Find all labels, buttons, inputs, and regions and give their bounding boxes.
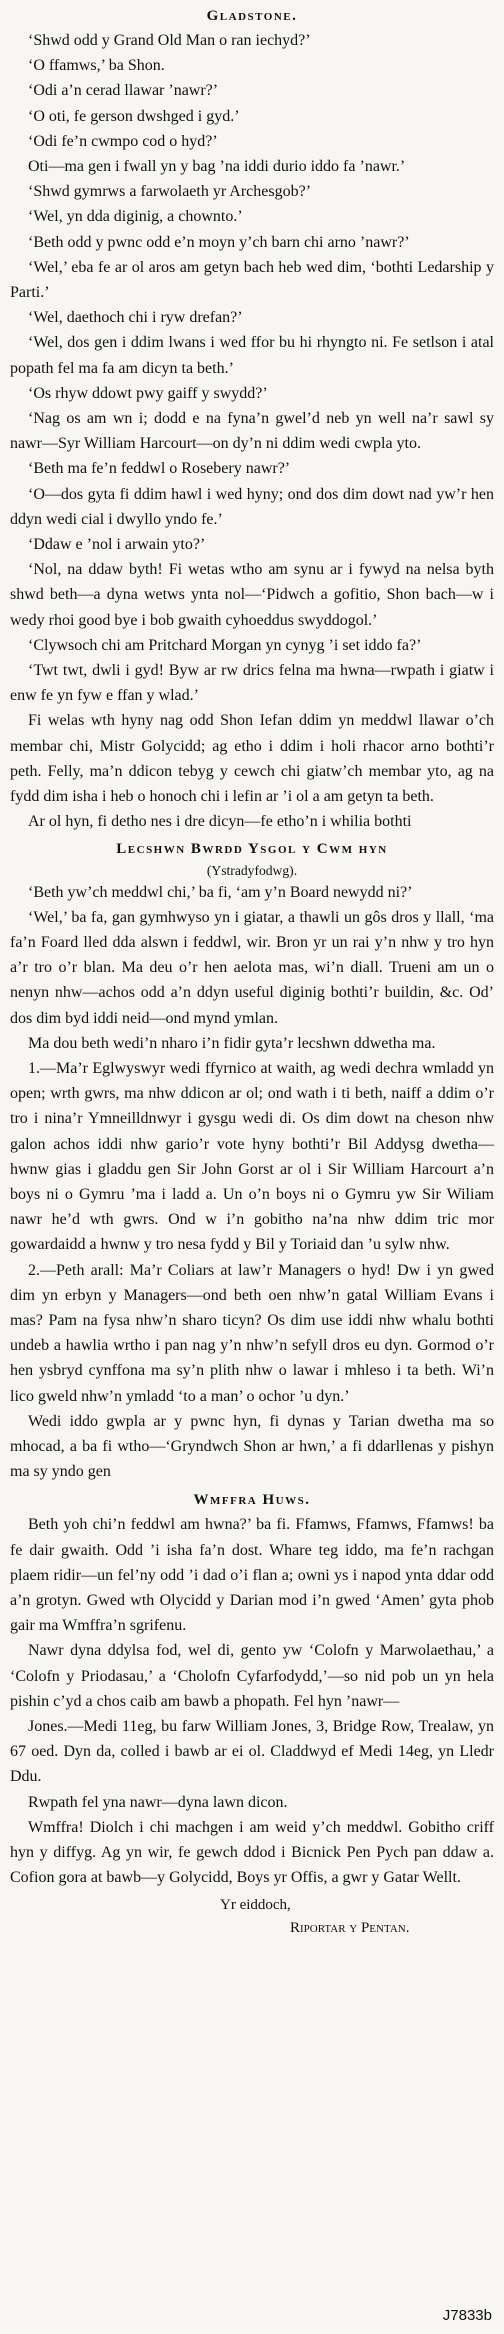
- signature-closing: Yr eiddoch,: [220, 1897, 291, 1914]
- paragraph: ‘Os rhyw ddowt pwy gaiff y swydd?’: [28, 384, 268, 402]
- article-lecshwn-title: Lecshwn Bwrdd Ysgol y Cwm hyn: [116, 840, 388, 857]
- paragraph: ‘Wel, dos gen i ddim lwans i wed ffor bu hi rhyngto ni. Fe setlson i atal popath fel ma fa am dicyn ta beth.’: [10, 334, 494, 377]
- paragraph: Rwpath fel yna nawr—dyna lawn dicon.: [28, 1793, 288, 1811]
- paragraph: Wedi iddo gwpla ar y pwnc hyn, fi dynas y Tarian dwetha ma so mhocad, a ba fi wtho—‘Gryndwch Shon ar hwn,’ a fi ddarllenas y pishyn ma sy yndo gen: [10, 1412, 494, 1481]
- paragraph: ‘O oti, fe gerson dwshged i gyd.’: [28, 107, 240, 125]
- paragraph: 1.—Ma’r Eglwyswyr wedi ffyrnico at waith, ag wedi dechra wmladd yn open; wrth gwrs, ma nhw ddicon ar ol; ond wath i ti beth, naiff a ddim o’r tro i nina’r Ymneilldnwyr i gysgu wedi di. Os dim dowt na cheson nhw galon achos iddi nhw gario’r vote hyny bothti’r Bil Addysg dwetha—hwnw gias i gladdu gen Sir John Gorst ar ol i Sir William Harcourt a’n boys ni o Gymru ’ma i ladd a. Un o’n boys ni o Gymru yw Sir Wiliam nawr he’d wth gwrs. Ond w i’n gobitho na’na nhw ddim tric mor gowardaidd a hwnw y tro nesa fydd y Bil y Toriaid dan ’u sylw nhw.: [10, 1059, 494, 1254]
- paragraph: ‘Twt twt, dwli i gyd! Byw ar rw drics felna ma hwna—rwpath i giatw i enw fe yn fyw e ffan y wlad.’: [10, 662, 494, 705]
- paragraph: Ar ol hyn, fi detho nes i dre dicyn—fe etho’n i whilia bothti: [28, 813, 412, 831]
- paragraph: Ma dou beth wedi’n nharo i’n fidir gyta’r lecshwn ddwetha ma.: [28, 1034, 436, 1052]
- paragraph: ‘Wel,’ ba fa, gan gymhwyso yn i giatar, a thawli un gôs dros y llall, ‘ma fa’n Foard lled dda alswn i feddwl, wir. Bron yr un rai y’n nhw y tro hyn a’r tro o’r blan. Ma deu o’r hen aelota mas, wi’n diall. Trueni am un o nenyn nhw—achos odd a’n ddyn useful diginig bothti’r buildin, &c. Od’ dos dim byd iddi neid—ond mynd ymlan.: [10, 908, 494, 1027]
- paragraph: ‘Wel, daethoch chi i ryw drefan?’: [28, 309, 243, 327]
- paragraph: Wmffra! Diolch i chi machgen i am weid y’ch meddwl. Gobitho criff hyn y diffyg. Ag yn wir, fe gewch ddod i Bicnick Pen Pych pan ddaw a. Cofion gora at bawb—y Golycidd, Boys yr Offis, a gwr y Gatar Wellt.: [10, 1818, 494, 1887]
- paragraph: ‘Shwd odd y Grand Old Man o ran iechyd?’: [28, 32, 311, 49]
- paragraph: ‘Shwd gymrws a farwolaeth yr Archesgob?’: [28, 183, 312, 201]
- paragraph: ‘Beth ma fe’n feddwl o Rosebery nawr?’: [28, 460, 291, 478]
- paragraph: Oti—ma gen i fwall yn y bag ’na iddi durio iddo fa ’nawr.’: [28, 158, 406, 176]
- paragraph: ‘Ddaw e ’nol i arwain yto?’: [28, 536, 206, 554]
- paragraph: Jones.—Medi 11eg, bu farw William Jones, 3, Bridge Row, Trealaw, yn 67 oed. Dyn da, colled i bawb ar ei ol. Claddwyd ef Medi 14eg, yn Lledr Ddu.: [10, 1718, 494, 1786]
- paragraph: ‘Nol, na ddaw byth! Fi wetas wtho am synu ar i fywyd na nelsa byth shwd beth—a dyna wetws ynta nol—‘Pidwch a gofitio, Shon bach—w i wedy rhoi good bye i bob gwaith cyhoeddus swyddogol.’: [10, 561, 494, 629]
- article-wmffra-body: [10, 1512, 494, 1890]
- paragraph: ‘Wel, yn dda diginig, a chownto.’: [28, 208, 243, 226]
- article-gladstone-title: Gladstone.: [206, 8, 298, 24]
- paragraph: ‘Clywsoch chi am Pritchard Morgan yn cynyg ’i set iddo fa?’: [28, 636, 422, 654]
- article-lecshwn-body: [10, 880, 494, 1485]
- paragraph: Nawr dyna ddylsa fod, wel di, gento yw ‘Colofn y Marwolaethau,’ a ‘Colofn y Priodasau,’ a ‘Cholofn Cyfarfodydd,’—so nid pob un yn hela pishin c’yd a chos caib am bawb a phopath. Fel hyn ’nawr—: [10, 1642, 494, 1710]
- paragraph: Fi welas wth hyny nag odd Shon Iefan ddim yn meddwl llawar o’ch membar chi, Mistr Golycidd; ag etho i ddim i holi rhacor arno bothti’r peth. Felly, ma’n ddicon tebyg y cewch chi giatw’ch membar yto, ag na fydd dim isha i heb o honoch chi i lefin ar ’i ol a am getyn ta beth.: [10, 712, 494, 806]
- paragraph: ‘Odi fe’n cwmpo cod o hyd?’: [28, 132, 218, 150]
- paragraph: ‘O—dos gyta fi ddim hawl i wed hyny; ond dos dim dowt nad yw’r hen ddyn wedi cial i dwyllo yndo fe.’: [10, 485, 494, 528]
- article-lecshwn-subtitle: (Ystradyfodwg).: [206, 862, 298, 878]
- signature-block: [10, 1894, 494, 1940]
- paragraph: 2.—Peth arall: Ma’r Coliars at law’r Managers o hyd! Dw i yn gwed dim yn erbyn y Managers—ond beth oen nhw’n gatal William Evans i mas? Pam na fysa nhw’n sharo ticyn? Os dim use iddi nhw whalu bothti undeb a hawlia wrtho i pan nag y’n nhw’n sefyll dros eu dyn. Gormod o’r hen ysbryd cynffona ma sy’n plith nhw o lawar i mhleso i ta beth. Wi’n lico gweld nhw’n ymladd ‘to a man’ o ochor ’u dyn.’: [10, 1261, 494, 1405]
- paragraph: ‘Odi a’n cerad llawar ’nawr?’: [28, 82, 219, 100]
- paragraph: ‘Wel,’ eba fe ar ol aros am getyn bach heb wed dim, ‘bothti Ledarship y Parti.’: [10, 258, 494, 302]
- article-column: [10, 6, 494, 1940]
- paragraph: ‘O ffamws,’ ba Shon.: [28, 57, 165, 75]
- paragraph: Beth yoh chi’n feddwl am hwna?’ ba fi. Ffamws, Ffamws, Ffamws! ba fe dair gwaith. Odd ’i isha fa’n dost. Whare teg iddo, ma fe’n rachgan plaem ridir—un fel’ny odd ’i dad o’i flan a; owni ys i napod ynta ddar odd a’n grotyn. Gwed wth Olycidd y Darian mod i’n gwed ‘Amen’ gyta phob gair ma Wmffra’n sgrifenu.: [10, 1516, 494, 1635]
- catalogue-code: J7833b: [442, 2307, 492, 2324]
- article-gladstone-body: [10, 28, 494, 835]
- paragraph: ‘Beth odd y pwnc odd e’n moyn y’ch barn chi arno ’nawr?’: [28, 233, 410, 251]
- paragraph: ‘Nag os am wn i; dodd e na fyna’n gwel’d neb yn well na’r sawl sy nawr—Syr William Harcourt—on dy’n ni ddim wedi cwpla yto.: [10, 410, 494, 453]
- article-wmffra-title: Wmffra Huws.: [193, 1492, 311, 1509]
- signature-name: Riportar y Pentan.: [290, 1920, 410, 1937]
- paragraph: ‘Beth yw’ch meddwl chi,’ ba fi, ‘am y’n Board newydd ni?’: [28, 883, 413, 901]
